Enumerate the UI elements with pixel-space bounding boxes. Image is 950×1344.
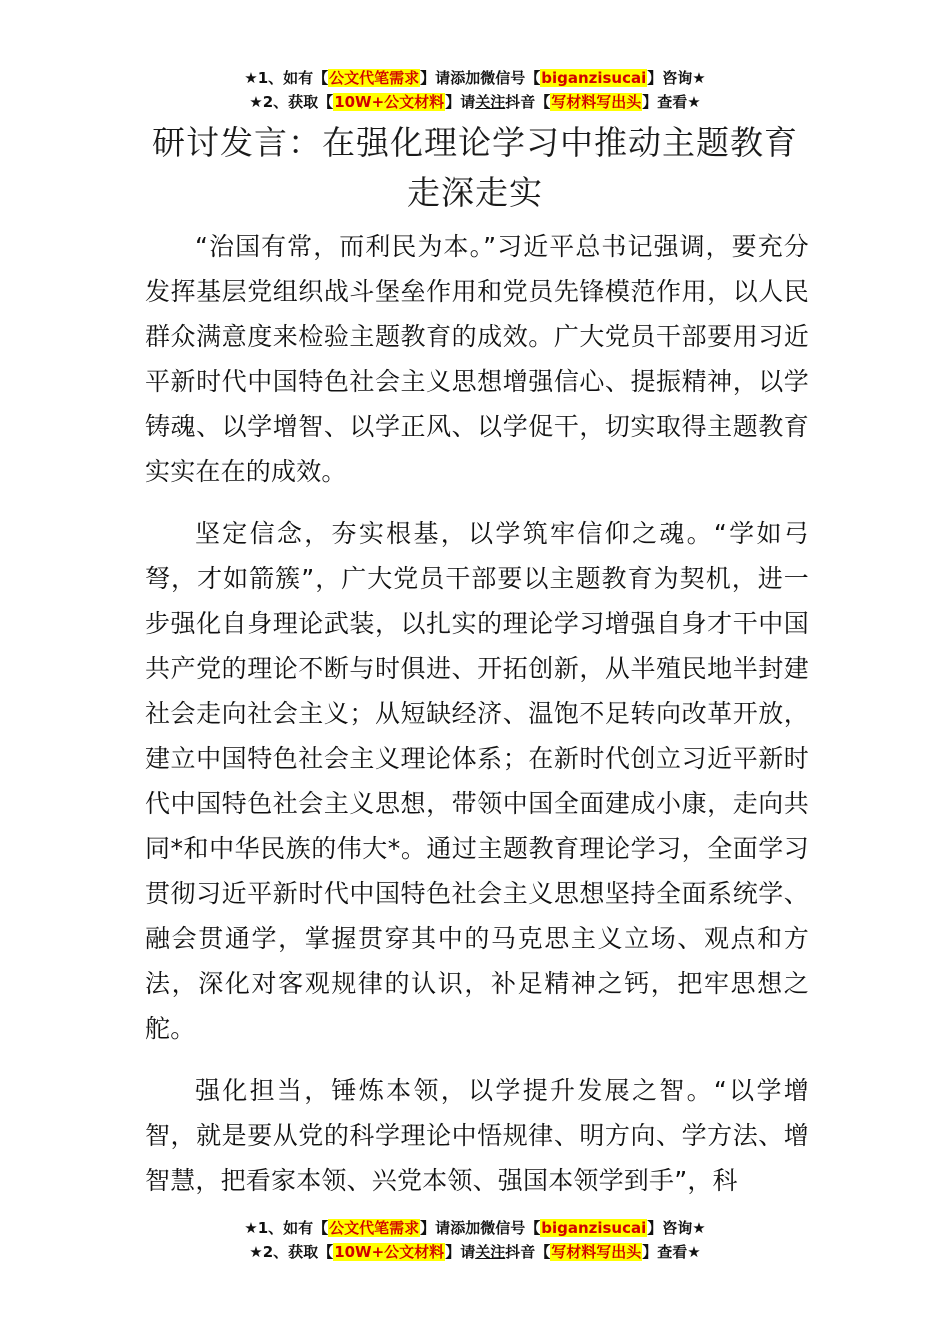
banner-text: 抖音【	[505, 93, 551, 111]
highlight-douyin-account: 写材料写出头	[551, 1243, 642, 1261]
paragraph-2: 坚定信念，夯实根基，以学筑牢信仰之魂。“学如弓弩，才如箭簇”，广大党员干部要以主题教育为契机，进一步强化自身理论武装，以扎实的理论学习增强自身才干中国共产党的理论不断与时俱进、开拓创新，从半殖民地半封建社会走向社会主义；从短缺经济、温饱不足转向改革开放，建立中国特色社会主义理论体系；在新时代创立习近平新时代中国特色社会主义思想，带领中国全面建成小康，走向共同*和中华民族的伟大*。通过主题教育理论学习，全面学习贯彻习近平新时代中国特色社会主义思想坚持全面系统学、融会贯通学，掌握贯穿其中的马克思主义立场、观点和方法，深化对客观规律的认识，补足精神之钙，把牢思想之舵。	[145, 519, 809, 1043]
banner-text: 】查看★	[642, 1243, 701, 1261]
document-body	[145, 224, 809, 1215]
banner-text: ★2、获取【	[249, 1243, 334, 1261]
highlight-service: 公文代笔需求	[329, 1219, 420, 1237]
title-line-2: 走深走实	[407, 173, 543, 212]
banner-text: 】请	[445, 1243, 476, 1261]
footer-banner	[0, 1216, 950, 1264]
highlight-service: 公文代笔需求	[329, 69, 420, 87]
banner-bold-text: 添加	[450, 1219, 481, 1237]
header-banner	[0, 66, 950, 114]
paragraph-1: “治国有常，而利民为本。”习近平总书记强调，要充分发挥基层党组织战斗堡垒作用和党员先锋模范作用，以人民群众满意度来检验主题教育的成效。广大党员干部要用习近平新时代中国特色社会主义思想增强信心、提振精神，以学铸魂、以学增智、以学正风、以学促干，切实取得主题教育实实在在的成效。	[145, 232, 809, 486]
banner-text: 】咨询★	[647, 69, 706, 87]
banner-text: ★1、如有【	[244, 69, 329, 87]
banner-text: 抖音【	[505, 1243, 551, 1261]
highlight-douyin-account: 写材料写出头	[551, 93, 642, 111]
banner-line-2	[0, 90, 950, 114]
document-title	[0, 118, 950, 218]
banner-line-1	[0, 66, 950, 90]
banner-text: ★2、获取【	[249, 93, 334, 111]
banner-text: 】请	[445, 93, 476, 111]
banner-line-1	[0, 1216, 950, 1240]
highlight-wechat-id: biganzisucai	[541, 1219, 647, 1237]
banner-line-2	[0, 1240, 950, 1264]
paragraph-3: 强化担当，锤炼本领，以学提升发展之智。“以学增智，就是要从党的科学理论中悟规律、明方向、学方法、增智慧，把看家本领、兴党本领、强国本领学到手”，科	[145, 1076, 809, 1195]
title-line-1: 研讨发言：在强化理论学习中推动主题教育	[152, 123, 798, 162]
highlight-materials: 10W+公文材料	[334, 1243, 445, 1261]
banner-text: 】咨询★	[647, 1219, 706, 1237]
banner-text: ★1、如有【	[244, 1219, 329, 1237]
highlight-materials: 10W+公文材料	[334, 93, 445, 111]
banner-text: 】请	[420, 1219, 451, 1237]
highlight-wechat-id: biganzisucai	[541, 69, 647, 87]
banner-text: 】查看★	[642, 93, 701, 111]
banner-text: 】请	[420, 69, 451, 87]
banner-bold-text: 添加	[450, 69, 481, 87]
banner-text: 微信号【	[480, 1219, 541, 1237]
banner-bold-text: 关注	[475, 1243, 506, 1261]
banner-text: 微信号【	[480, 69, 541, 87]
banner-bold-text: 关注	[475, 93, 506, 111]
